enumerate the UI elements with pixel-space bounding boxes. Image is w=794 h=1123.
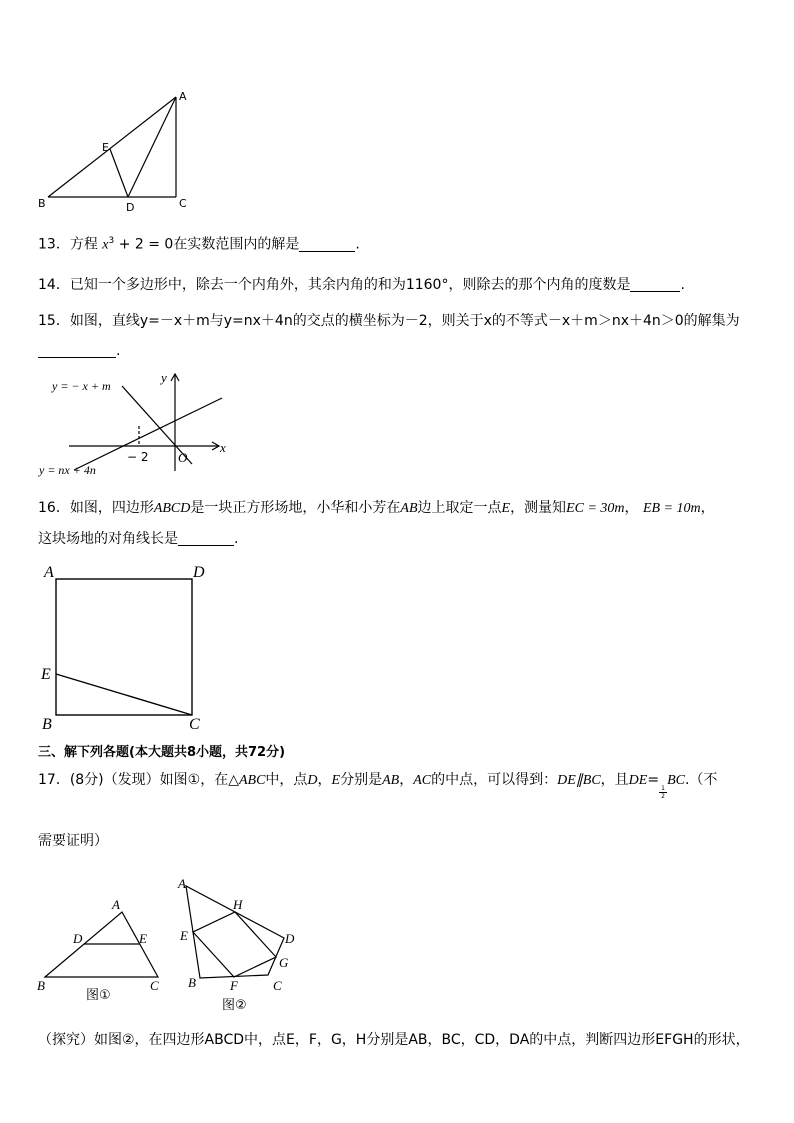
caption-fig1: 图① xyxy=(86,988,111,1003)
segment-ED xyxy=(110,149,128,197)
label-C: C xyxy=(150,978,159,993)
label-A: A xyxy=(179,90,187,103)
label-C: C xyxy=(179,197,187,210)
square-field-figure-16 xyxy=(36,558,216,738)
answer-blank-13[interactable] xyxy=(299,237,355,252)
label-B: B xyxy=(42,716,52,733)
answer-blank-14[interactable] xyxy=(630,277,680,292)
question-17-explore: （探究）如图②，在四边形ABCD中，点E，F，G，H分别是AB，BC，CD，DA的中点，判断四边形EFGH的形状， xyxy=(38,1032,750,1048)
segment-DA xyxy=(128,97,176,197)
quadrilateral-figure-17-2 xyxy=(172,872,304,1018)
label-G: G xyxy=(279,955,289,970)
label-C: C xyxy=(189,716,200,733)
segment-BA xyxy=(48,97,176,197)
label-C: C xyxy=(273,978,282,993)
question-17-line2: 需要证明） xyxy=(38,833,108,849)
label-tick-neg2: − 2 xyxy=(127,450,149,464)
question-15-line2: . xyxy=(38,342,120,360)
question-16: 16．如图，四边形ABCD是一块正方形场地，小华和小芳在AB边上取定一点E，测量知EC = 30m， EB = 10m， xyxy=(38,500,715,516)
label-B: B xyxy=(38,197,46,210)
label-B: B xyxy=(37,978,45,993)
label-E: E xyxy=(41,666,51,683)
label-axis-y: y xyxy=(161,370,167,385)
question-15: 15．如图，直线y=－x＋m与y=nx＋4n的交点的横坐标为－2，则关于x的不等式－x＋m＞nx＋4n＞0的解集为 xyxy=(38,313,740,329)
label-B: B xyxy=(188,975,196,990)
fraction-half: $\frac{1}{2}$ xyxy=(659,771,667,789)
answer-blank-15[interactable] xyxy=(38,343,116,358)
triangle-figure-12 xyxy=(36,88,196,218)
section-heading: 三、解下列各题(本大题共8小题，共72分) xyxy=(38,745,286,760)
label-E: E xyxy=(180,928,188,943)
lines-graph-figure-15 xyxy=(34,366,234,478)
question-13: 13．方程 $x^3 + 2 = 0$在实数范围内的解是 . xyxy=(38,236,360,253)
label-origin: O xyxy=(178,450,188,465)
label-A: A xyxy=(112,897,120,912)
label-D: D xyxy=(285,931,295,946)
question-17: 17．(8分)（发现）如图①，在△ABC中，点D，E分别是AB，AC的中点，可以得到：DE∥BC，且DE= $\frac{1}{2}$ BC.（不 xyxy=(38,772,718,800)
label-line-2: y = nx + 4n xyxy=(39,463,96,477)
label-A: A xyxy=(44,564,54,581)
label-E: E xyxy=(139,931,147,946)
segment-EC xyxy=(56,674,192,715)
label-D: D xyxy=(126,201,135,214)
label-D: D xyxy=(73,931,83,946)
label-F: F xyxy=(230,978,238,993)
question-16-line2: 这块场地的对角线长是 . xyxy=(38,531,239,547)
label-H: H xyxy=(233,897,243,912)
label-D: D xyxy=(193,564,205,581)
quadrilateral-EFGH xyxy=(193,912,276,977)
label-E: E xyxy=(102,141,109,154)
answer-blank-16[interactable] xyxy=(178,531,234,546)
triangle-figure-17-1 xyxy=(30,893,175,1005)
caption-fig2: 图② xyxy=(222,998,247,1013)
label-line-1: y = − x + m xyxy=(52,379,111,393)
question-14: 14．已知一个多边形中，除去一个内角外，其余内角的和为1160°，则除去的那个内角的度数是 . xyxy=(38,277,685,293)
label-axis-x: x xyxy=(220,440,226,455)
label-A: A xyxy=(178,876,186,891)
